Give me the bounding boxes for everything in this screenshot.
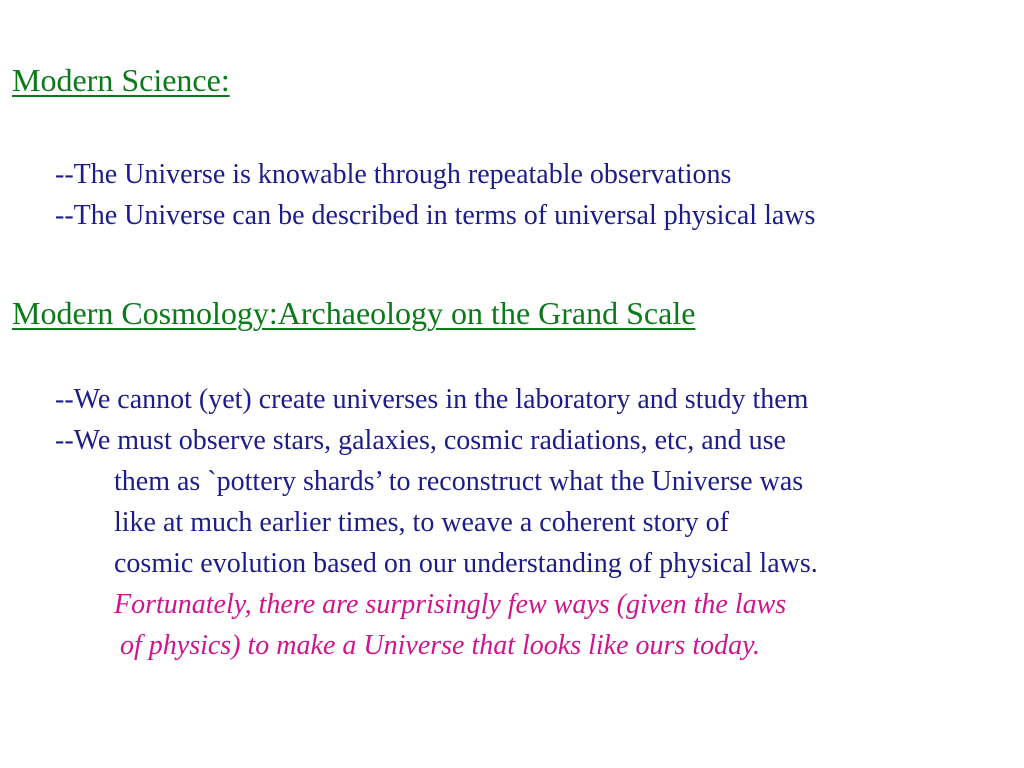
emphasis-text: Fortunately, there are surprisingly few ways (given the laws <box>114 589 787 620</box>
bullet-continuation: them as `pottery shards’ to reconstruct what the Universe was <box>114 466 804 497</box>
modern-cosmology-points <box>0 379 818 666</box>
emphasis-text: of physics) to make a Universe that looks like ours today. <box>120 630 760 661</box>
modern-science-points <box>0 154 815 236</box>
bullet-point: --The Universe can be described in terms of universal physical laws <box>55 200 816 231</box>
bullet-point: --We must observe stars, galaxies, cosmic radiations, etc, and use <box>55 425 786 456</box>
bullet-continuation: like at much earlier times, to weave a coherent story of <box>114 507 729 538</box>
bullet-continuation: cosmic evolution based on our understanding of physical laws. <box>114 548 818 579</box>
bullet-point: --The Universe is knowable through repeatable observations <box>55 159 732 190</box>
section-heading-modern-cosmology: Modern Cosmology:Archaeology on the Grand Scale <box>12 295 696 331</box>
section-heading-modern-science: Modern Science: <box>12 62 230 98</box>
bullet-point: --We cannot (yet) create universes in the laboratory and study them <box>55 384 809 415</box>
